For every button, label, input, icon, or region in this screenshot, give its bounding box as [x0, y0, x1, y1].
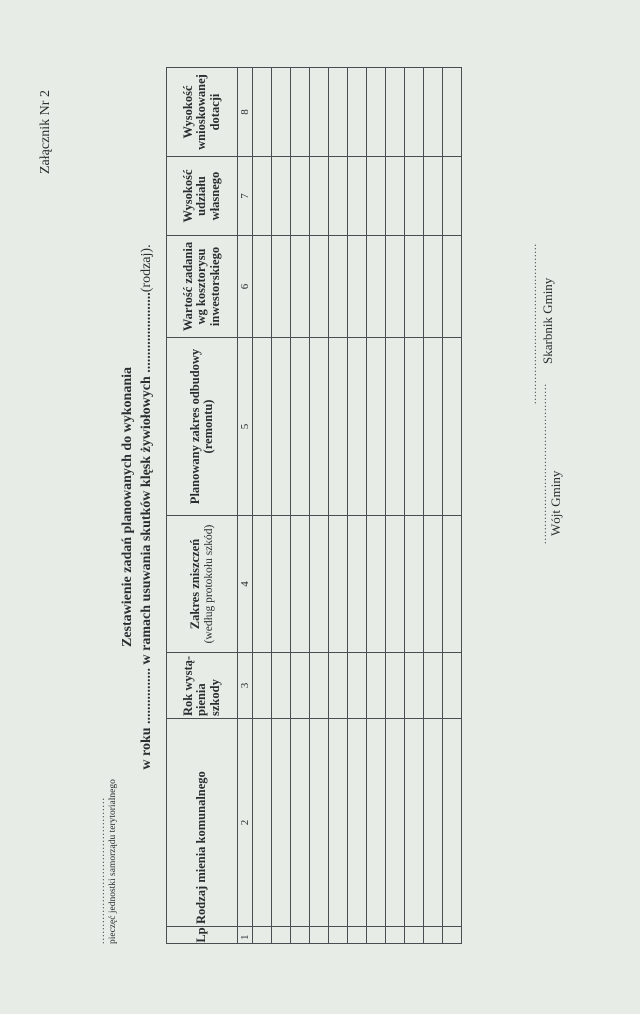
- table-cell: [253, 236, 272, 338]
- table-cell: [310, 236, 329, 338]
- table-cell: [367, 927, 386, 944]
- table-cell: [310, 927, 329, 944]
- table-cell: [424, 927, 443, 944]
- table-cell: [253, 338, 272, 516]
- table-cell: [386, 927, 405, 944]
- signature-label-wojt: Wójt Gminy: [548, 470, 563, 536]
- table-cell: [386, 338, 405, 516]
- table-cell: [367, 516, 386, 653]
- table-row: [405, 68, 424, 944]
- table-cell: [367, 338, 386, 516]
- table-cell: [424, 338, 443, 516]
- table-cell: [348, 516, 367, 653]
- table-cell: [291, 719, 310, 927]
- subtitle-kind: (rodzaj).: [139, 244, 154, 293]
- table-cell: [424, 68, 443, 157]
- table-cell: [291, 653, 310, 719]
- tasks-table: [166, 67, 462, 944]
- table-cell: [386, 157, 405, 236]
- col-header-damage-scope: Zakres zniszczeń (według protokołu szkód): [167, 516, 238, 653]
- table-cell: [329, 927, 348, 944]
- col-header-task-value: Wartość zadania wg kosztorysu inwestorskiego: [167, 236, 238, 338]
- table-cell: [367, 653, 386, 719]
- document-title: Zestawienie zadań planowanych do wykonania: [120, 366, 135, 648]
- stamp-caption: pieczęć jednostki samorządu terytorialnego: [108, 779, 118, 944]
- table-row: [443, 68, 462, 944]
- table-cell: [405, 927, 424, 944]
- table-cell: [253, 157, 272, 236]
- table-cell: [405, 236, 424, 338]
- table-cell: [291, 157, 310, 236]
- table-cell: [329, 719, 348, 927]
- table-cell: [272, 719, 291, 927]
- table-cell: [405, 338, 424, 516]
- table-cell: [272, 516, 291, 653]
- table-row: [253, 68, 272, 944]
- column-number: 8: [238, 68, 253, 157]
- table-cell: [310, 719, 329, 927]
- table-cell: [329, 157, 348, 236]
- table-row: [272, 68, 291, 944]
- column-number-row: [238, 68, 253, 944]
- table-cell: [443, 236, 462, 338]
- column-number: 2: [238, 719, 253, 927]
- table-cell: [329, 236, 348, 338]
- table-cell: [272, 927, 291, 944]
- signature-line-wojt: ..............................................: [538, 383, 549, 544]
- table-cell: [348, 338, 367, 516]
- table-cell: [424, 516, 443, 653]
- column-number: 4: [238, 516, 253, 653]
- table-cell: [443, 338, 462, 516]
- table-cell: [310, 68, 329, 157]
- table-cell: [253, 516, 272, 653]
- table-row: [386, 68, 405, 944]
- table-cell: [367, 719, 386, 927]
- table-cell: [367, 157, 386, 236]
- table-cell: [253, 68, 272, 157]
- table-cell: [272, 236, 291, 338]
- table-header-row: [167, 68, 238, 944]
- table-cell: [291, 236, 310, 338]
- table-cell: [291, 516, 310, 653]
- table-cell: [443, 653, 462, 719]
- table-row: [348, 68, 367, 944]
- stamp-dotted-line: ..........................................: [96, 797, 107, 944]
- col-header-own-share: Wysokość udziału własnego: [167, 157, 238, 236]
- col-header-lp: Lp: [167, 927, 238, 944]
- table-cell: [424, 236, 443, 338]
- table-cell: [348, 157, 367, 236]
- table-cell: [424, 719, 443, 927]
- table-cell: [348, 653, 367, 719]
- table-cell: [443, 157, 462, 236]
- table-cell: [443, 68, 462, 157]
- subtitle-main: w roku ................ w ramach usuwania skutków klęsk żywiołowych .......................: [139, 292, 154, 770]
- table-cell: [329, 338, 348, 516]
- table-cell: [386, 719, 405, 927]
- table-cell: [367, 68, 386, 157]
- signature-label-skarbnik: Skarbnik Gminy: [540, 277, 555, 364]
- table-cell: [253, 927, 272, 944]
- table-cell: [405, 719, 424, 927]
- table-cell: [424, 653, 443, 719]
- table-cell: [291, 927, 310, 944]
- col-header-property-type: Rodzaj mienia komunalnego: [167, 719, 238, 927]
- document-subtitle: [139, 0, 155, 1014]
- table-row: [291, 68, 310, 944]
- table-row: [424, 68, 443, 944]
- table-cell: [405, 516, 424, 653]
- table-cell: [386, 516, 405, 653]
- table-cell: [405, 653, 424, 719]
- table-cell: [310, 338, 329, 516]
- column-number: 6: [238, 236, 253, 338]
- table-cell: [443, 719, 462, 927]
- table-cell: [443, 927, 462, 944]
- column-number: 7: [238, 157, 253, 236]
- signature-line-skarbnik: ..............................................: [528, 243, 539, 404]
- table-cell: [253, 653, 272, 719]
- table-cell: [272, 338, 291, 516]
- table-cell: [386, 68, 405, 157]
- table-cell: [348, 927, 367, 944]
- table-row: [329, 68, 348, 944]
- table-cell: [348, 68, 367, 157]
- table-cell: [310, 516, 329, 653]
- table-cell: [272, 157, 291, 236]
- table-cell: [348, 719, 367, 927]
- table-cell: [329, 516, 348, 653]
- column-number: 5: [238, 338, 253, 516]
- col-header-damage-year: Rok wystą-pienia szkody: [167, 653, 238, 719]
- column-number: 1: [238, 927, 253, 944]
- table-cell: [329, 653, 348, 719]
- table-cell: [272, 653, 291, 719]
- table-row: [310, 68, 329, 944]
- table-row: [367, 68, 386, 944]
- column-number: 3: [238, 653, 253, 719]
- table-cell: [424, 157, 443, 236]
- table-cell: [386, 236, 405, 338]
- table-cell: [272, 68, 291, 157]
- col-header-planned-scope: Planowany zakres odbudowy (remontu): [167, 338, 238, 516]
- table-cell: [291, 338, 310, 516]
- table-cell: [291, 68, 310, 157]
- table-cell: [310, 653, 329, 719]
- table-cell: [386, 653, 405, 719]
- annex-label: Załącznik Nr 2: [38, 90, 53, 174]
- table-cell: [348, 236, 367, 338]
- col-header-requested-grant: Wysokość wnioskowanej dotacji: [167, 68, 238, 157]
- table-cell: [367, 236, 386, 338]
- table-cell: [405, 68, 424, 157]
- table-cell: [443, 516, 462, 653]
- table-cell: [310, 157, 329, 236]
- table-cell: [253, 719, 272, 927]
- table-cell: [329, 68, 348, 157]
- table-cell: [405, 157, 424, 236]
